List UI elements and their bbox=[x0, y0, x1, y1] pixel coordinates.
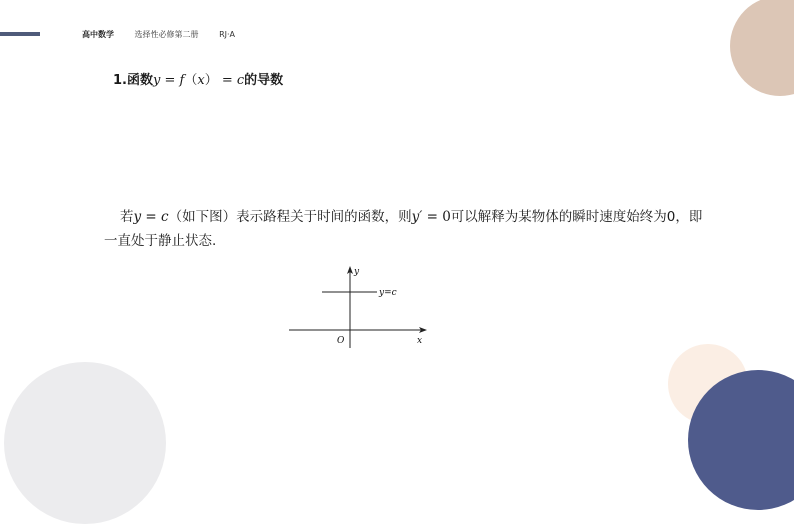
paragraph-var-y: y bbox=[133, 209, 142, 225]
decorative-circle-bottom-left bbox=[4, 362, 166, 524]
header bbox=[82, 29, 253, 43]
constant-line-label: y=c bbox=[379, 288, 397, 298]
heading-eq1: = bbox=[160, 73, 180, 88]
heading-func: f bbox=[179, 73, 185, 88]
heading-const: c bbox=[236, 73, 245, 88]
paragraph-var-c: c bbox=[161, 209, 169, 225]
heading-lhs-var: y bbox=[153, 73, 161, 88]
origin-label: O bbox=[337, 336, 345, 346]
heading-prefix: 函数 bbox=[126, 73, 153, 88]
heading-paren-close: ） bbox=[204, 73, 218, 88]
paragraph-var-yprime: y′ bbox=[411, 209, 423, 225]
explanation-paragraph bbox=[104, 205, 704, 253]
header-book: 选择性必修第二册 bbox=[134, 30, 199, 39]
paragraph-p1: 若 bbox=[120, 209, 134, 225]
section-heading bbox=[113, 69, 283, 88]
paragraph-p2: （如下图）表示路程关于时间的函数，则 bbox=[168, 209, 412, 225]
heading-suffix: 的导数 bbox=[244, 73, 284, 88]
y-axis-label: y bbox=[354, 267, 360, 277]
paragraph-eq: = bbox=[141, 209, 162, 225]
paragraph-p3: 可以解释为某物体的瞬时速度始终为0，即一直处于静止状态. bbox=[104, 209, 703, 249]
heading-number: 1. bbox=[113, 73, 127, 88]
heading-eq2: = bbox=[217, 73, 237, 88]
constant-function-graph bbox=[285, 262, 435, 352]
header-subject: 高中数学 bbox=[82, 30, 114, 39]
heading-paren-open: （ bbox=[184, 73, 198, 88]
x-axis-label: x bbox=[417, 336, 423, 346]
paragraph-eq0: = 0 bbox=[422, 209, 451, 225]
decorative-circle-top-right bbox=[730, 0, 794, 96]
header-edition: RJ·A bbox=[219, 30, 236, 39]
heading-arg: x bbox=[197, 73, 205, 88]
header-accent-bar bbox=[0, 32, 40, 36]
